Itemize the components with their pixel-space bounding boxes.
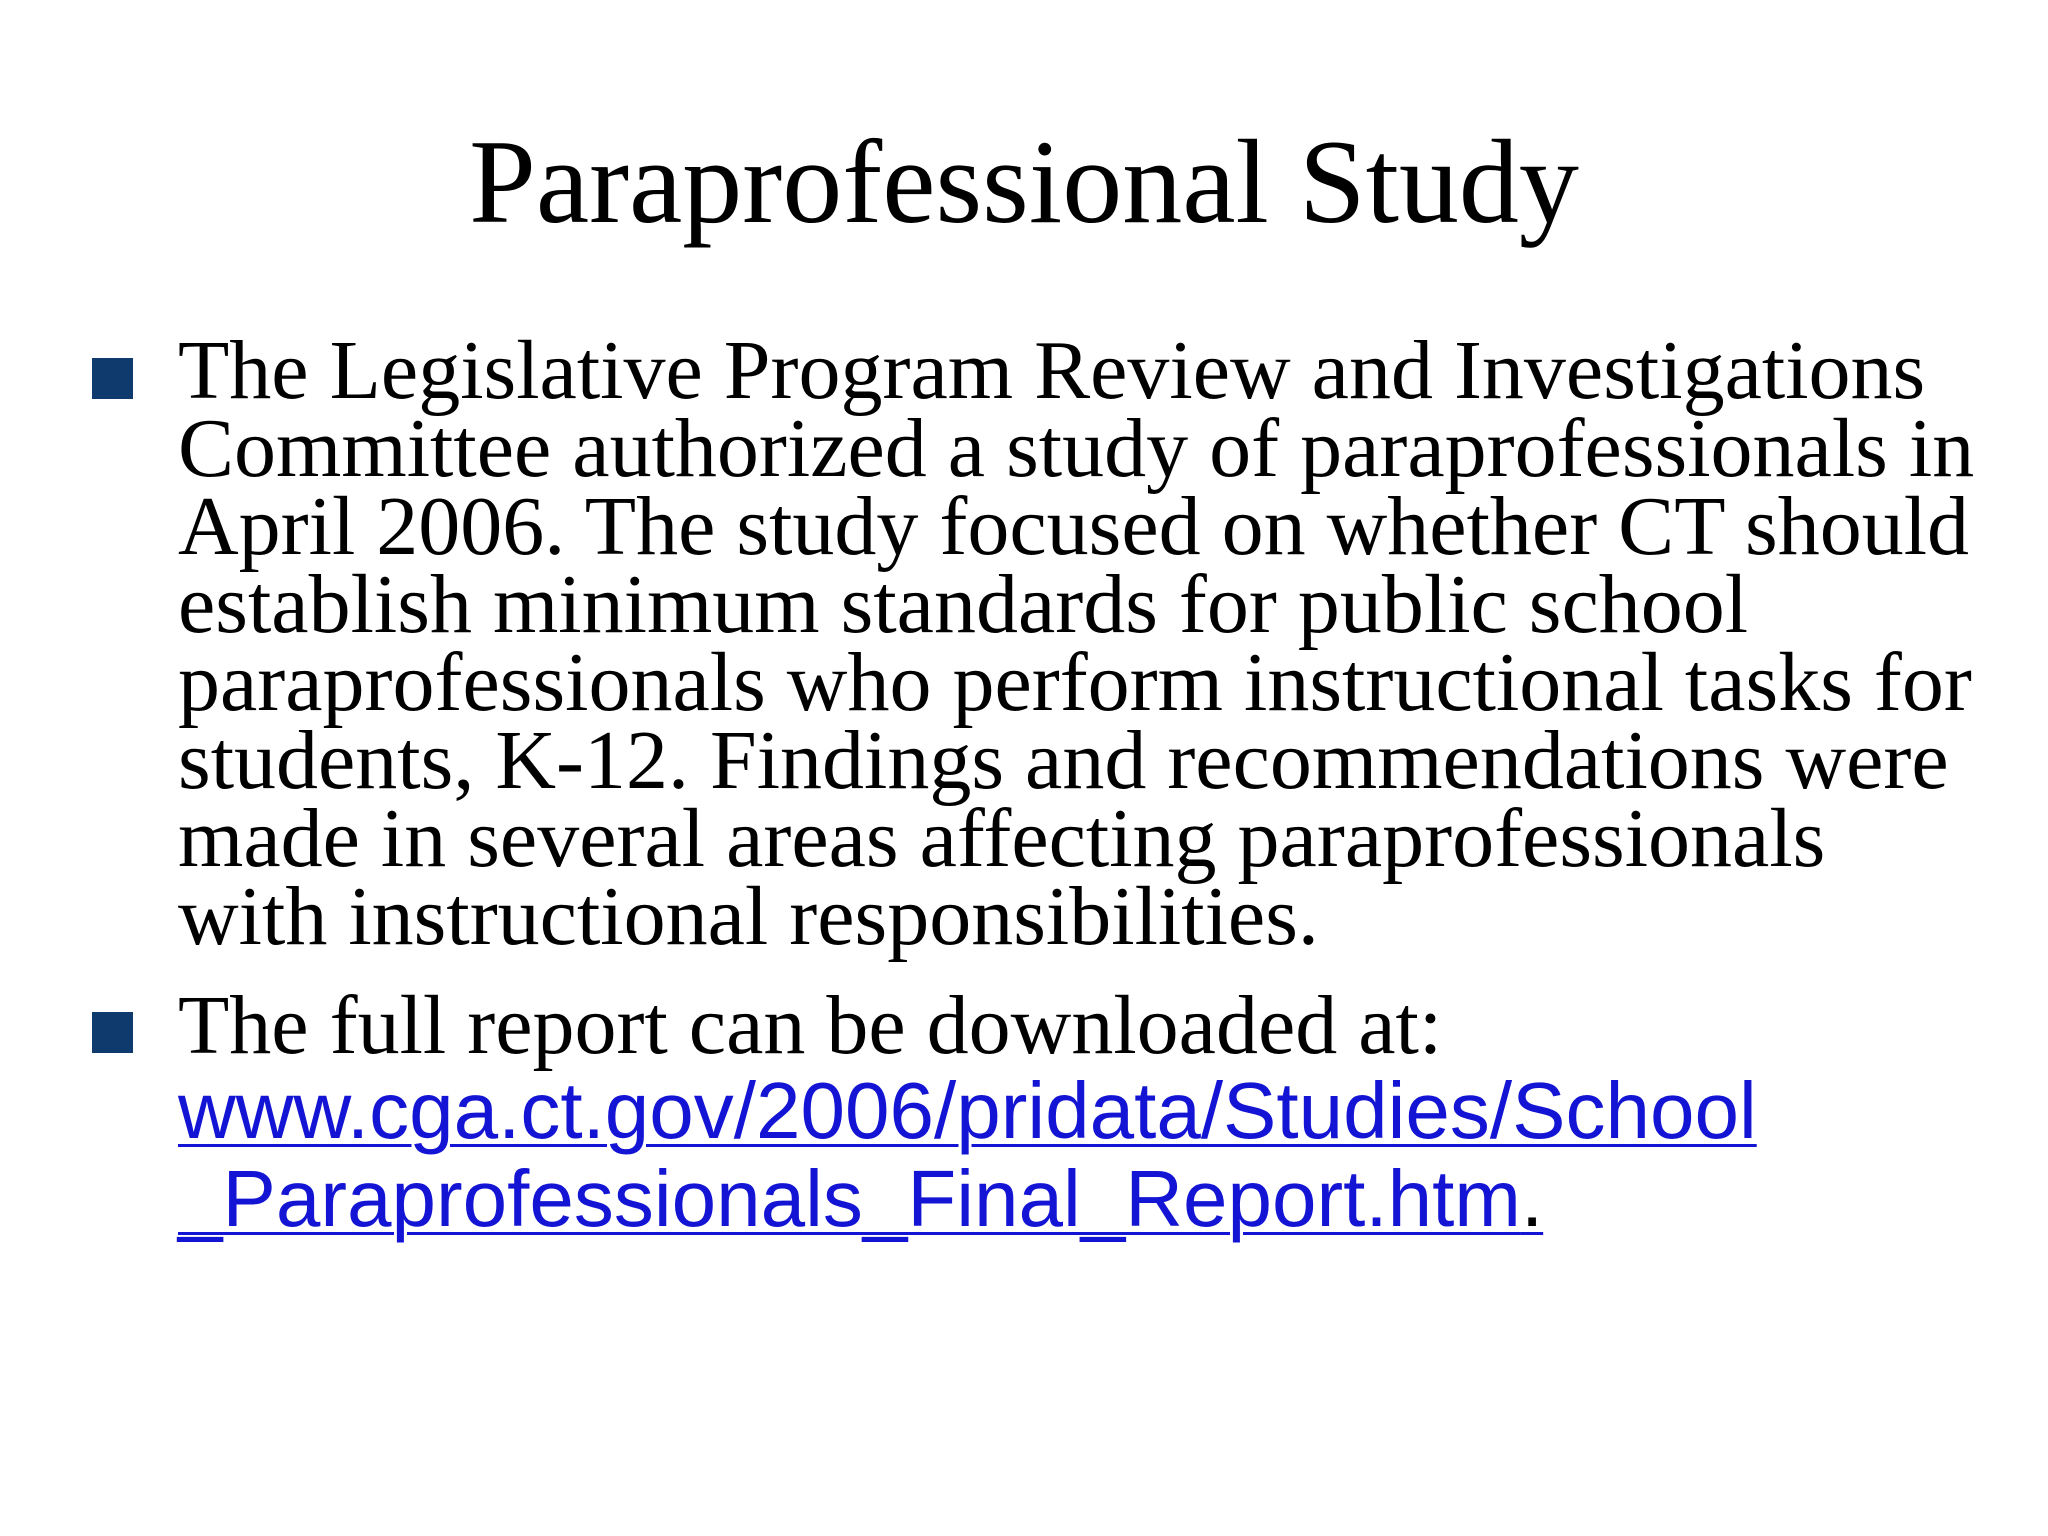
trailing-period: .	[1520, 1154, 1544, 1243]
bullet-text-block	[178, 979, 1988, 1243]
square-bullet-icon	[92, 358, 133, 399]
square-bullet-icon	[92, 1012, 133, 1053]
bullet-text: The full report can be downloaded at:	[178, 979, 1443, 1072]
report-link[interactable]	[178, 1067, 1988, 1243]
report-link-line-1[interactable]: www.cga.ct.gov/2006/pridata/Studies/School	[178, 1066, 1757, 1155]
slide-title: Paraprofessional Study	[469, 115, 1579, 248]
bullet-text: The Legislative Program Review and Investigations Committee authorized a study of paraprofessionals in April 2006. The study focused on whether CT should establish minimum standards for public school paraprofessionals who perform instructional tasks for students, K-12. Findings and recommendations were made in several areas affecting paraprofessionals with instructional responsibilities.	[178, 324, 1975, 963]
report-link-line-2[interactable]: _Paraprofessionals_Final_Report.htm	[178, 1154, 1521, 1243]
